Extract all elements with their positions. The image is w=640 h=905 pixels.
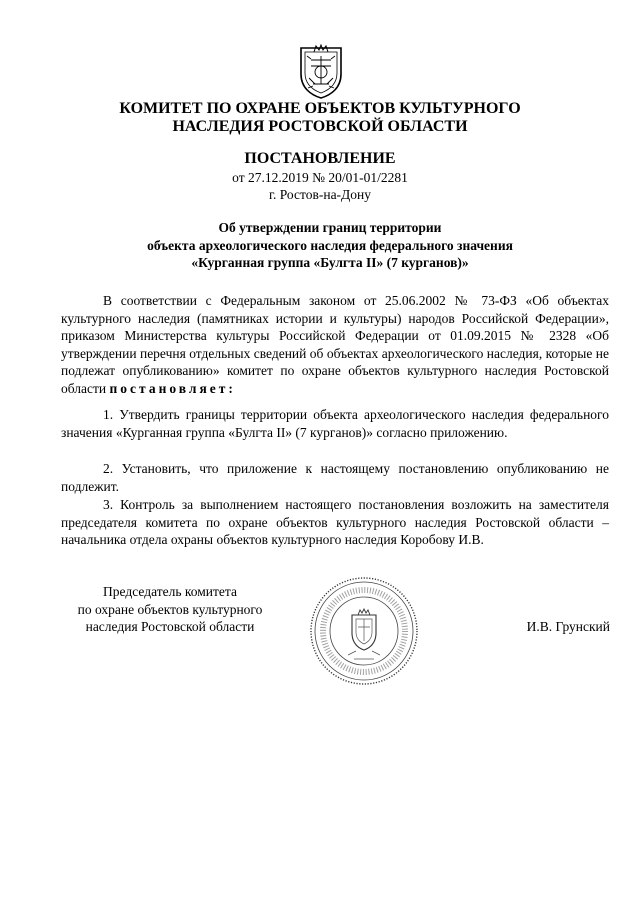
org-line-1: КОМИТЕТ ПО ОХРАНЕ ОБЪЕКТОВ КУЛЬТУРНОГО [119, 100, 521, 117]
resolves-keyword: постановляет: [109, 380, 236, 396]
document-type: ПОСТАНОВЛЕНИЕ [244, 150, 396, 167]
signatory-title-line-1: Председатель комитета [103, 584, 237, 599]
clause-2: 2. Установить, что приложение к настоящему постановлению опубликованию не подлежит. [61, 461, 609, 494]
clause-1: 1. Утвердить границы территории объекта археологического наследия федерального значения «Курганная группа «Булгта II» (7 курганов)» согласно приложению. [61, 407, 609, 440]
preamble-paragraph [61, 292, 609, 397]
signatory-title [60, 583, 280, 636]
coat-of-arms-icon [297, 44, 345, 100]
signatory-name: И.В. Грунский [526, 619, 610, 634]
document-date-number: от 27.12.2019 № 20/01-01/2281 [232, 170, 408, 185]
subject-line-1: Об утверждении границ территории [218, 220, 442, 235]
official-seal-stamp [308, 575, 420, 687]
preamble-text: В соответствии с Федеральным законом от 25.06.2002 № 73-ФЗ «Об объектах культурного наследия (памятниках истории и культуры) народов Российской Федерации», приказом Министерства культуры Российской Федерации от 01.09.2015 № 2328 «Об утверждении перечня отдельных сведений об объектах археологического наследия, которые не подлежат опубликованию» комитет по охране объектов культурного наследия Ростовской области [61, 293, 609, 396]
document-subject [100, 219, 560, 272]
document-city: г. Ростов-на-Дону [268, 187, 371, 202]
subject-line-3: «Курганная группа «Булгта II» (7 курганов)» [191, 255, 469, 270]
issuing-organization [60, 100, 580, 136]
subject-line-2: объекта археологического наследия федерального значения [147, 237, 513, 253]
signatory-title-line-3: наследия Ростовской области [85, 619, 255, 634]
org-line-2: НАСЛЕДИЯ РОСТОВСКОЙ ОБЛАСТИ [172, 118, 468, 135]
signatory-title-line-2: по охране объектов культурного [77, 601, 263, 617]
clause-3: 3. Контроль за выполнением настоящего постановления возложить на заместителя председателя комитета по охране объектов культурного наследия Ростовской области – начальника отдела охраны объектов культурного наследия Коробову И.В. [61, 497, 609, 547]
